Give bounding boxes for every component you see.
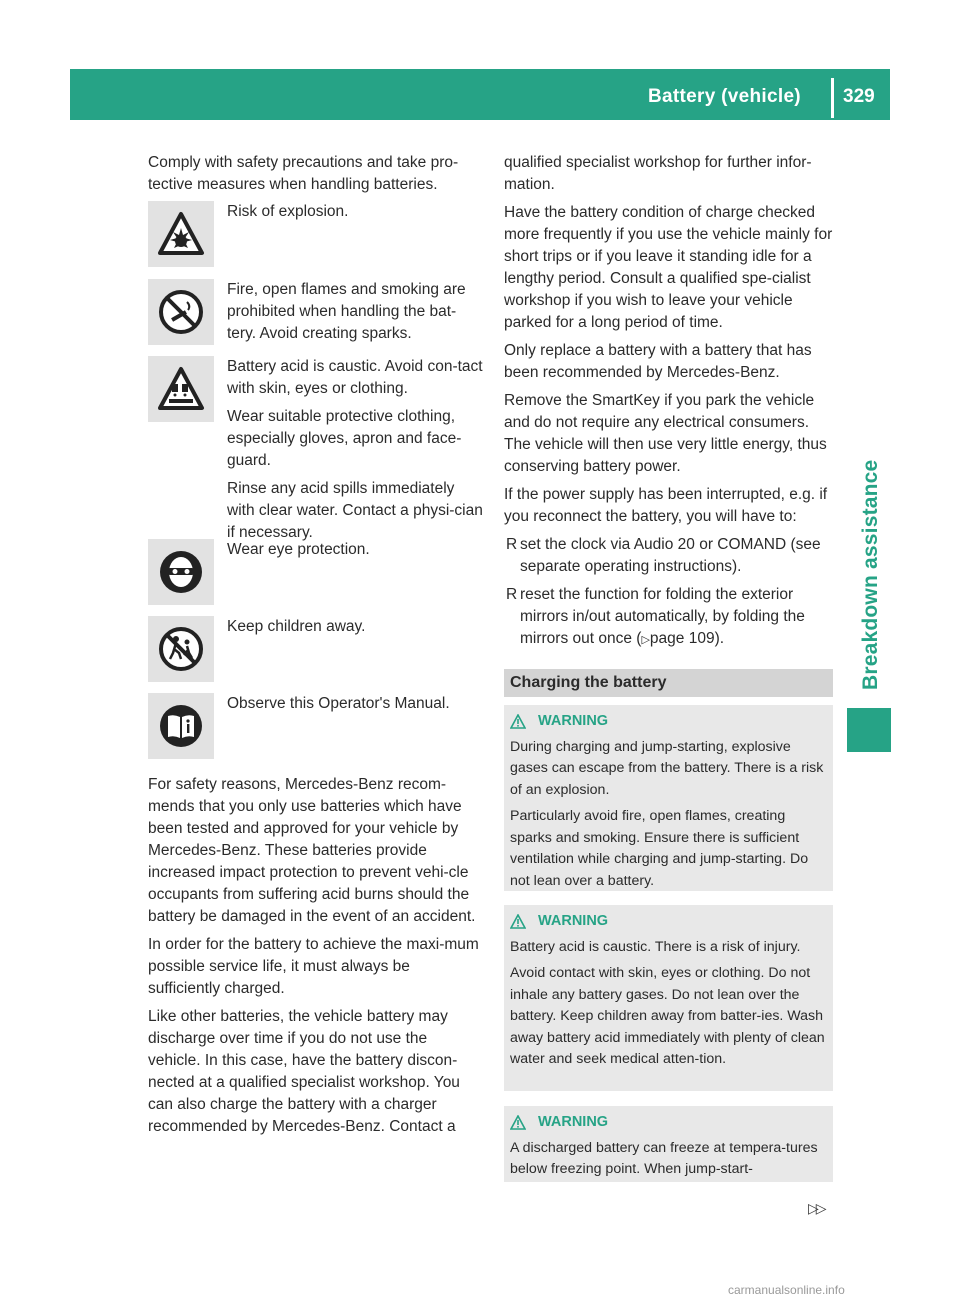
section-heading: Charging the battery (504, 669, 833, 697)
warning-box: WARNING A discharged battery can freeze at tempera-tures below freezing point. When jump-start- (504, 1106, 833, 1182)
manual-icon (157, 702, 205, 750)
page-title: Battery (vehicle) (648, 86, 801, 107)
symbol-manual (148, 693, 214, 759)
bullet-marker: R (506, 536, 518, 553)
page-number: 329 (843, 86, 875, 107)
warning-triangle-icon (510, 1115, 526, 1130)
symbol-children-text: Keep children away. (227, 618, 366, 635)
page-reference-link[interactable]: page 109). (649, 630, 725, 647)
bullet-marker: R (506, 586, 518, 603)
right-body (504, 152, 834, 657)
warning-title: WARNING (510, 1112, 827, 1134)
list-item: R set the clock via Audio 20 or COMAND (see separate operating instructions). (506, 536, 821, 575)
keep-children-away-icon (157, 625, 205, 673)
symbol-no-fire (148, 279, 214, 345)
no-fire-smoking-icon (157, 288, 205, 336)
warning-title: WARNING (510, 911, 827, 933)
explosion-warning-icon (157, 210, 205, 258)
watermark: carmanualsonline.info (728, 1283, 845, 1297)
paragraph: Only replace a battery with a battery that has been recommended by Mercedes-Benz. (504, 342, 812, 381)
warning-box: WARNING Battery acid is caustic. There is a risk of injury. Avoid contact with skin, eyes or clothing. Do not inhale any battery gases. Do not lean over the battery. Keep children away from batter-ies. Wash away battery acid immediately with plenty of clean water and seek medical atten-tion. (504, 905, 833, 1091)
warning-title: WARNING (510, 711, 827, 733)
continue-arrows-icon: ▷▷ (808, 1200, 824, 1216)
symbol-children (148, 616, 214, 682)
warning-triangle-icon (510, 914, 526, 929)
header-divider (831, 78, 834, 118)
paragraph: qualified specialist workshop for further infor-mation. (504, 154, 812, 193)
paragraph: For safety reasons, Mercedes-Benz recom-mends that you only use batteries which have been tested and approved for your vehicle by Mercedes-Benz. These batteries provide increased impact protection to prevent vehi-cle occupants from suffering acid burns should the battery be damaged in the event of an accident. (148, 776, 476, 925)
symbol-no-fire-text: Fire, open flames and smoking are prohibited when handling the bat-tery. Avoid creating sparks. (227, 281, 466, 342)
intro-text: Comply with safety precautions and take pro-tective measures when handling batteries. (148, 154, 459, 193)
chapter-tab-marker (847, 708, 891, 752)
eye-protection-icon (157, 548, 205, 596)
left-body (148, 774, 482, 1144)
paragraph: Remove the SmartKey if you park the vehicle and do not require any electrical consumers. The vehicle will then use very little energy, thus conserving battery power. (504, 392, 827, 475)
symbol-explosion (148, 201, 214, 267)
symbol-eye-protection-text: Wear eye protection. (227, 541, 370, 558)
list-item: R reset the function for folding the exterior mirrors in/out automatically, by folding the mirrors out once (▷page 109). (506, 586, 805, 647)
symbol-manual-text: Observe this Operator's Manual. (227, 695, 450, 712)
paragraph: In order for the battery to achieve the maxi-mum possible service life, it must always be sufficiently charged. (148, 936, 479, 997)
symbol-corrosive (148, 356, 214, 422)
chapter-tab-label: Breakdown assistance (859, 459, 882, 690)
paragraph: Like other batteries, the vehicle battery may discharge over time if you do not use the vehicle. In this case, have the battery discon-nected at a qualified specialist workshop. You can also charge the battery with a charger recommended by Mercedes-Benz. Contact a (148, 1008, 460, 1135)
paragraph: Have the battery condition of charge checked more frequently if you use the vehicle mainly for short trips or if you leave it standing idle for a lengthy period. Consult a qualified spe-cialist workshop if you wish to leave your vehicle parked for a long period of time. (504, 204, 833, 331)
symbol-corrosive-text: Battery acid is caustic. Avoid con-tact with skin, eyes or clothing. Wear suitable protective clothing, especially gloves, apron and face-guard. Rinse any acid spills immediately with clear water. Contact a physi-cian if necessary. (227, 358, 483, 541)
warning-triangle-icon (510, 714, 526, 729)
left-intro (148, 152, 482, 202)
warning-box: WARNING During charging and jump-starting, explosive gases can escape from the battery. There is a risk of an explosion. Particularly avoid fire, open flames, creating sparks and smoking. Ensure there is sufficient ventilation while charging and jump-starting. Do not lean over a battery. (504, 705, 833, 891)
page-ref-arrow-icon: ▷ (641, 634, 650, 646)
corrosive-warning-icon (157, 365, 205, 413)
symbol-eye-protection (148, 539, 214, 605)
symbol-explosion-text: Risk of explosion. (227, 203, 349, 220)
paragraph: If the power supply has been interrupted, e.g. if you reconnect the battery, you will have to: (504, 486, 828, 525)
